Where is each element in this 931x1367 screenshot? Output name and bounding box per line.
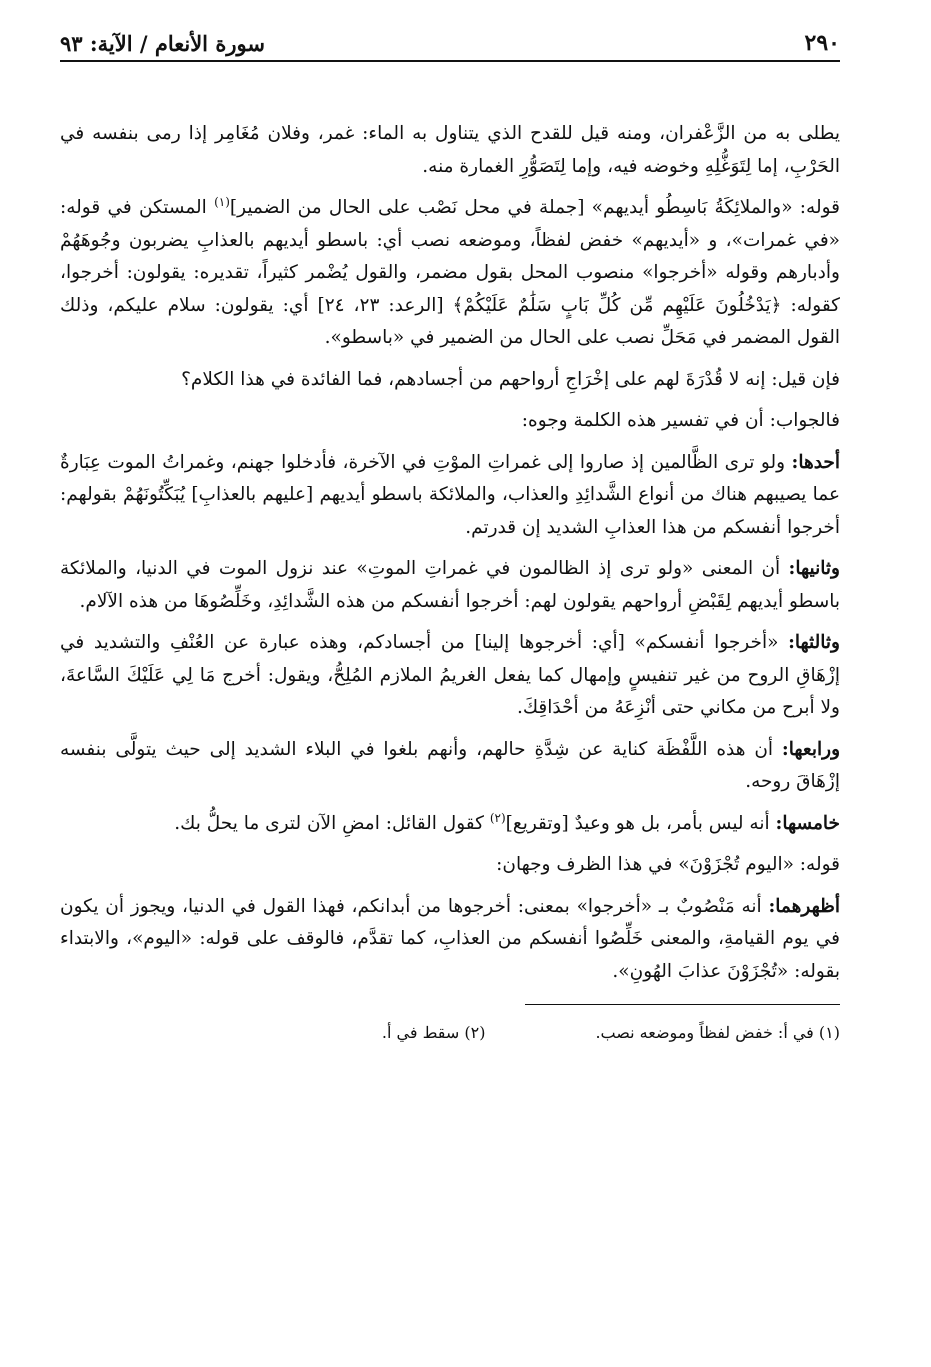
footnote-ref: (٢) [489,810,506,825]
paragraph: فالجواب: أن في تفسير هذه الكلمة وجوه: [521,410,840,431]
footnote-1: (١) في أ: خفض لفظاً وموضعه نصب. [595,1023,840,1042]
page [60,30,840,1042]
surah-title: سورة الأنعام / الآية: ٩٣ [60,31,265,56]
footnote-separator [525,1004,840,1005]
footnote-ref: (١) [214,194,230,209]
main-text [60,118,840,988]
paragraph-lead: ورابعها: [781,738,840,760]
paragraph-lead: وثانيها: [788,558,840,579]
page-header [60,30,840,62]
paragraph-lead: أظهرهما: [768,895,840,917]
footnote-2: (٢) سقط في أ. [381,1023,486,1042]
footnotes [60,1023,840,1042]
paragraph-lead: وثالثها: [788,632,840,653]
paragraph: يطلى به من الزَّعْفران، ومنه قيل للقدح الذي يتناول به الماء: غمر، وفلان مُغَامِر إذا رمى بنفسه في الحَرْبِ، إما لِتَوَغُّلِهِ وخوضه فيه، وإما لِتَصَوُّرِ الغمارة منه. [60,123,840,177]
paragraph: فإن قيل: إنه لا قُدْرَةَ لهم على إخْرَاجِ أرواحهم من أجسادهم، فما الفائدة في هذا الكلام؟ [181,368,840,390]
paragraph: أظهرهما: أنه مَنْصُوبٌ بـ «أخرجوا» بمعنى: أخرجوها من أبدانكم، فهذا القول في الدنيا، ويجوز أن يكون في يوم القيامةِ، والمعنى خَلِّصُوا أنفسكم من العذابِ، كما تقدَّم، فالوقف على قوله: «اليوم»، والابتداء بقوله: «تُجْزَوْنَ عذابَ الهُونِ». [60,895,840,982]
paragraph: قوله: «والملائِكَةُ بَاسِطُو أيديهم» [جملة في محل نَصْب على الحال من الضمير]$^{(١)}$ المستكن في قوله: «في غمرات»، و «أيديهم» خفض لفظاً، وموضعه نصب أي: باسطو أيديهم بالعذابِ يضربون وجُوهَهُمْ وأدبارهم وقوله «أخرجوا» منصوب المحل بقول مضمر، والقول يُضْمر كثيراً، تقديره: يقولون: أخرجوا، كقوله: ﴿يَدْخُلُونَ عَلَيْهِم مِّن كُلِّ بَابٍ سَلَٰمٌ عَلَيْكُمْ﴾ [الرعد: ٢٣، ٢٤] أي: يقولون: سلام عليكم، وذلك القول المضمر في مَحَلِّ نصب على الحال من الضمير في «باسطو». [60,194,840,348]
paragraph: وثالثها: «أخرجوا أنفسكم» [أي: أخرجوها إلينا] من أجسادكم، وهذه عبارة عن العُنْفِ والتشديد في إزْهَاقِ الروح من غير تنفيسٍ وإمهال كما يفعل الغريمُ الملازم المُلِحُّ، ويقول: أخرج مَا لِي عَلَيْكَ السَّاعةَ، ولا أبرح من مكاني حتى أنْزِعَهُ من أحْدَاقِكَ. [60,632,840,718]
paragraph: قوله: «اليوم تُجْزَوْنَ» في هذا الظرف وجهان: [496,854,840,875]
paragraph: ورابعها: أن هذه اللَّفْظَة كناية عن شِدَّةِ حالهم، وأنهم بلغوا في البلاء الشديد إلى حيث يتولَّى بنفسه إزْهَاقَ روحه. [60,738,840,792]
paragraph: أحدها: ولو ترى الظَّالمين إذ صاروا إلى غمراتِ الموْتِ في الآخرة، فأدخلوا جهنم، وغمراتُ الموت عِبَارةٌ عما يصيبهم هناك من أنواع الشَّدائِدِ والعذاب، والملائكة باسطو أيديهم [عليهم بالعذابِ] يُبَكِّتُونَهُمْ بقولهم: أخرجوا أنفسكم من هذا العذابِ الشديد إن قدرتم. [60,451,840,538]
paragraph-lead: أحدها: [791,451,840,473]
page-number: ٢٩٠ [804,30,840,56]
paragraph: خامسها: أنه ليس بأمر، بل هو وعيدٌ [وتقريع]$^{(٢)}$ كقول القائل: امضِ الآن لترى ما يحلُّ بك. [174,810,840,834]
paragraph-lead: خامسها: [775,812,840,834]
paragraph: وثانيها: أن المعنى «ولو ترى إذ الظالمون في غمراتِ الموتِ» عند نزول الموت في الدنيا، والملائكة باسطو أيديهم لِقَبْضِ أرواحهم يقولون لهم: أخرجوا أنفسكم من هذه الشَّدائِدِ، وخَلِّصُوهَا من هذه الآلام. [60,558,840,612]
